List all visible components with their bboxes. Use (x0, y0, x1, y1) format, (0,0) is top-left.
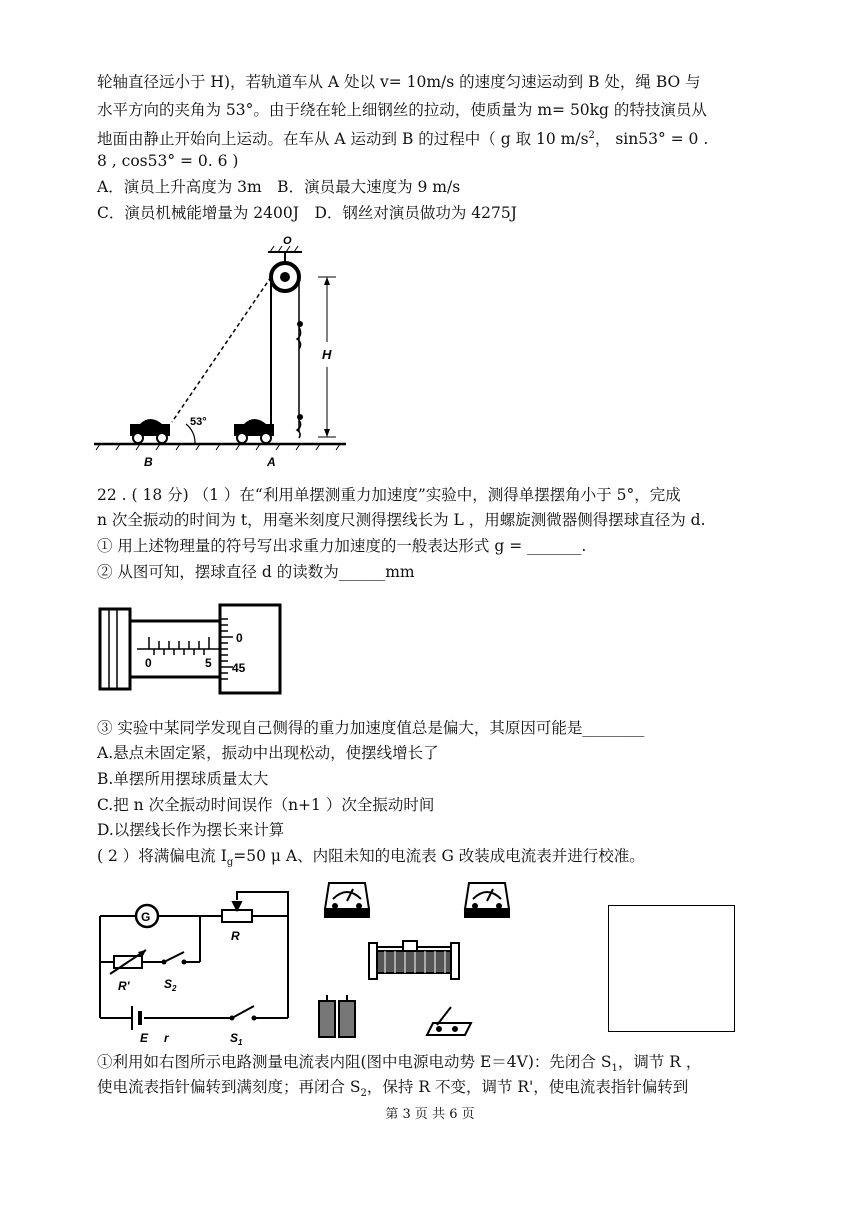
label-s2-sub: 2 (172, 984, 177, 993)
label-s2-letter: S (164, 977, 173, 991)
circ-line1-sub: 1 (611, 1063, 618, 1075)
switch-icon (427, 1007, 471, 1035)
p22-line2: n 次全振动的时间为 t，用毫米刻度尺测得摆线长为 L ，用螺旋测微器侧得摆球直径为 d. (97, 511, 706, 529)
p21-line3-sup: 2 (588, 130, 595, 141)
p21-line1: 轮轴直径远小于 H)，若轨道车从 A 处以 v= 10m/s 的速度匀速运动到 B 处，绳 BO 与 (97, 73, 701, 91)
ammeter-icon-1 (325, 883, 369, 917)
circuit-diagram (92, 880, 297, 1045)
apparatus-figure (315, 873, 545, 1038)
battery-icon (319, 995, 355, 1037)
page-footer: 第 3 页 共 6 页 (385, 1107, 475, 1122)
circ-line1-text-b: ，调节 R ， (617, 1053, 702, 1071)
label-r-internal: r (164, 1031, 169, 1045)
circ-line1-text-a: ①利用如右图所示电路测量电流表内阻(图中电源电动势 E＝4V)：先闭合 S (97, 1053, 612, 1071)
circ-line2-sub: 2 (360, 1088, 367, 1100)
label-r: R (231, 929, 240, 943)
label-e: E (140, 1031, 149, 1045)
scale-0: 0 (145, 656, 152, 670)
label-a: A (267, 455, 276, 469)
pulley-figure (90, 232, 350, 472)
p21-line2: 水平方向的夹角为 53°。由于绕在轮上细钢丝的拉动，使质量为 m= 50kg 的特技演员从 (97, 101, 707, 119)
p22-part2-text-a: ( 2 ）将满偏电流 I (97, 847, 227, 865)
scale-5: 5 (205, 656, 212, 670)
car-b (130, 419, 170, 443)
p21-line3-text-b: ， sin53° = 0 . (594, 130, 709, 149)
label-s1-letter: S (230, 1031, 239, 1045)
p22-opt-a: A.悬点未固定紧，振动中出现松动，使摆线增长了 (97, 744, 439, 762)
label-b: B (144, 455, 153, 469)
p22-q3: ③ 实验中某同学发现自己侧得的重力加速度值总是偏大，其原因可能是________ (97, 719, 645, 737)
car-a (234, 419, 274, 443)
p22-opt-d: D.以摆线长作为摆长来计算 (97, 821, 285, 839)
thimble-0: 0 (236, 631, 243, 645)
thimble-45: 45 (232, 661, 246, 675)
label-h: H (322, 347, 332, 362)
circ-line2-text-b: ，保持 R 不变，调节 R'，使电流表指针偏转到 (366, 1078, 689, 1096)
p22-opt-c: C.把 n 次全振动时间误作（n+1 ）次全振动时间 (97, 796, 435, 814)
p22-part2-sub: g (226, 857, 234, 869)
label-angle: 53° (190, 416, 207, 428)
label-s1 (230, 1031, 243, 1045)
rheostat-icon (369, 941, 459, 979)
p22-circ-line2 (97, 1076, 688, 1105)
micrometer-figure (95, 597, 285, 699)
p22-line1: 22 . ( 18 分) （1 ）在“利用单摆测重力加速度”实验中，测得单摆摆角小于 5°，完成 (97, 486, 681, 504)
circ-line2-text-a: 使电流表指针偏转到满刻度；再闭合 S (97, 1078, 361, 1096)
p22-part2 (97, 845, 645, 874)
p22-q1: ① 用上述物理量的符号写出求重力加速度的一般表达形式 g = _______. (97, 537, 587, 555)
p21-options-cd: C．演员机械能增量为 2400J D．钢丝对演员做功为 4275J (97, 204, 517, 222)
p21-line3 (97, 125, 708, 150)
p22-q2: ② 从图可知，摆球直径 d 的读数为______mm (97, 563, 415, 581)
label-o: O (283, 235, 292, 247)
p21-options-ab: A．演员上升高度为 3m B．演员最大速度为 9 m/s (97, 178, 461, 196)
label-g: G (141, 910, 151, 924)
label-rp: R' (118, 979, 130, 993)
ammeter-icon-2 (465, 883, 509, 917)
p22-part2-text-b: =50 μ A、内阻未知的电流表 G 改装成电流表并进行校准。 (233, 847, 645, 865)
label-s1-sub: 1 (238, 1038, 243, 1045)
label-s2 (164, 977, 177, 993)
answer-box (608, 905, 735, 1032)
p22-opt-b: B.单摆所用摆球质量太大 (97, 770, 269, 788)
p21-line3-text: 地面由静止开始向上运动。在车从 A 运动到 B 的过程中（ g 取 10 m/s (97, 130, 589, 149)
p21-line4: 8 , cos53° = 0. 6 ) (97, 152, 239, 170)
